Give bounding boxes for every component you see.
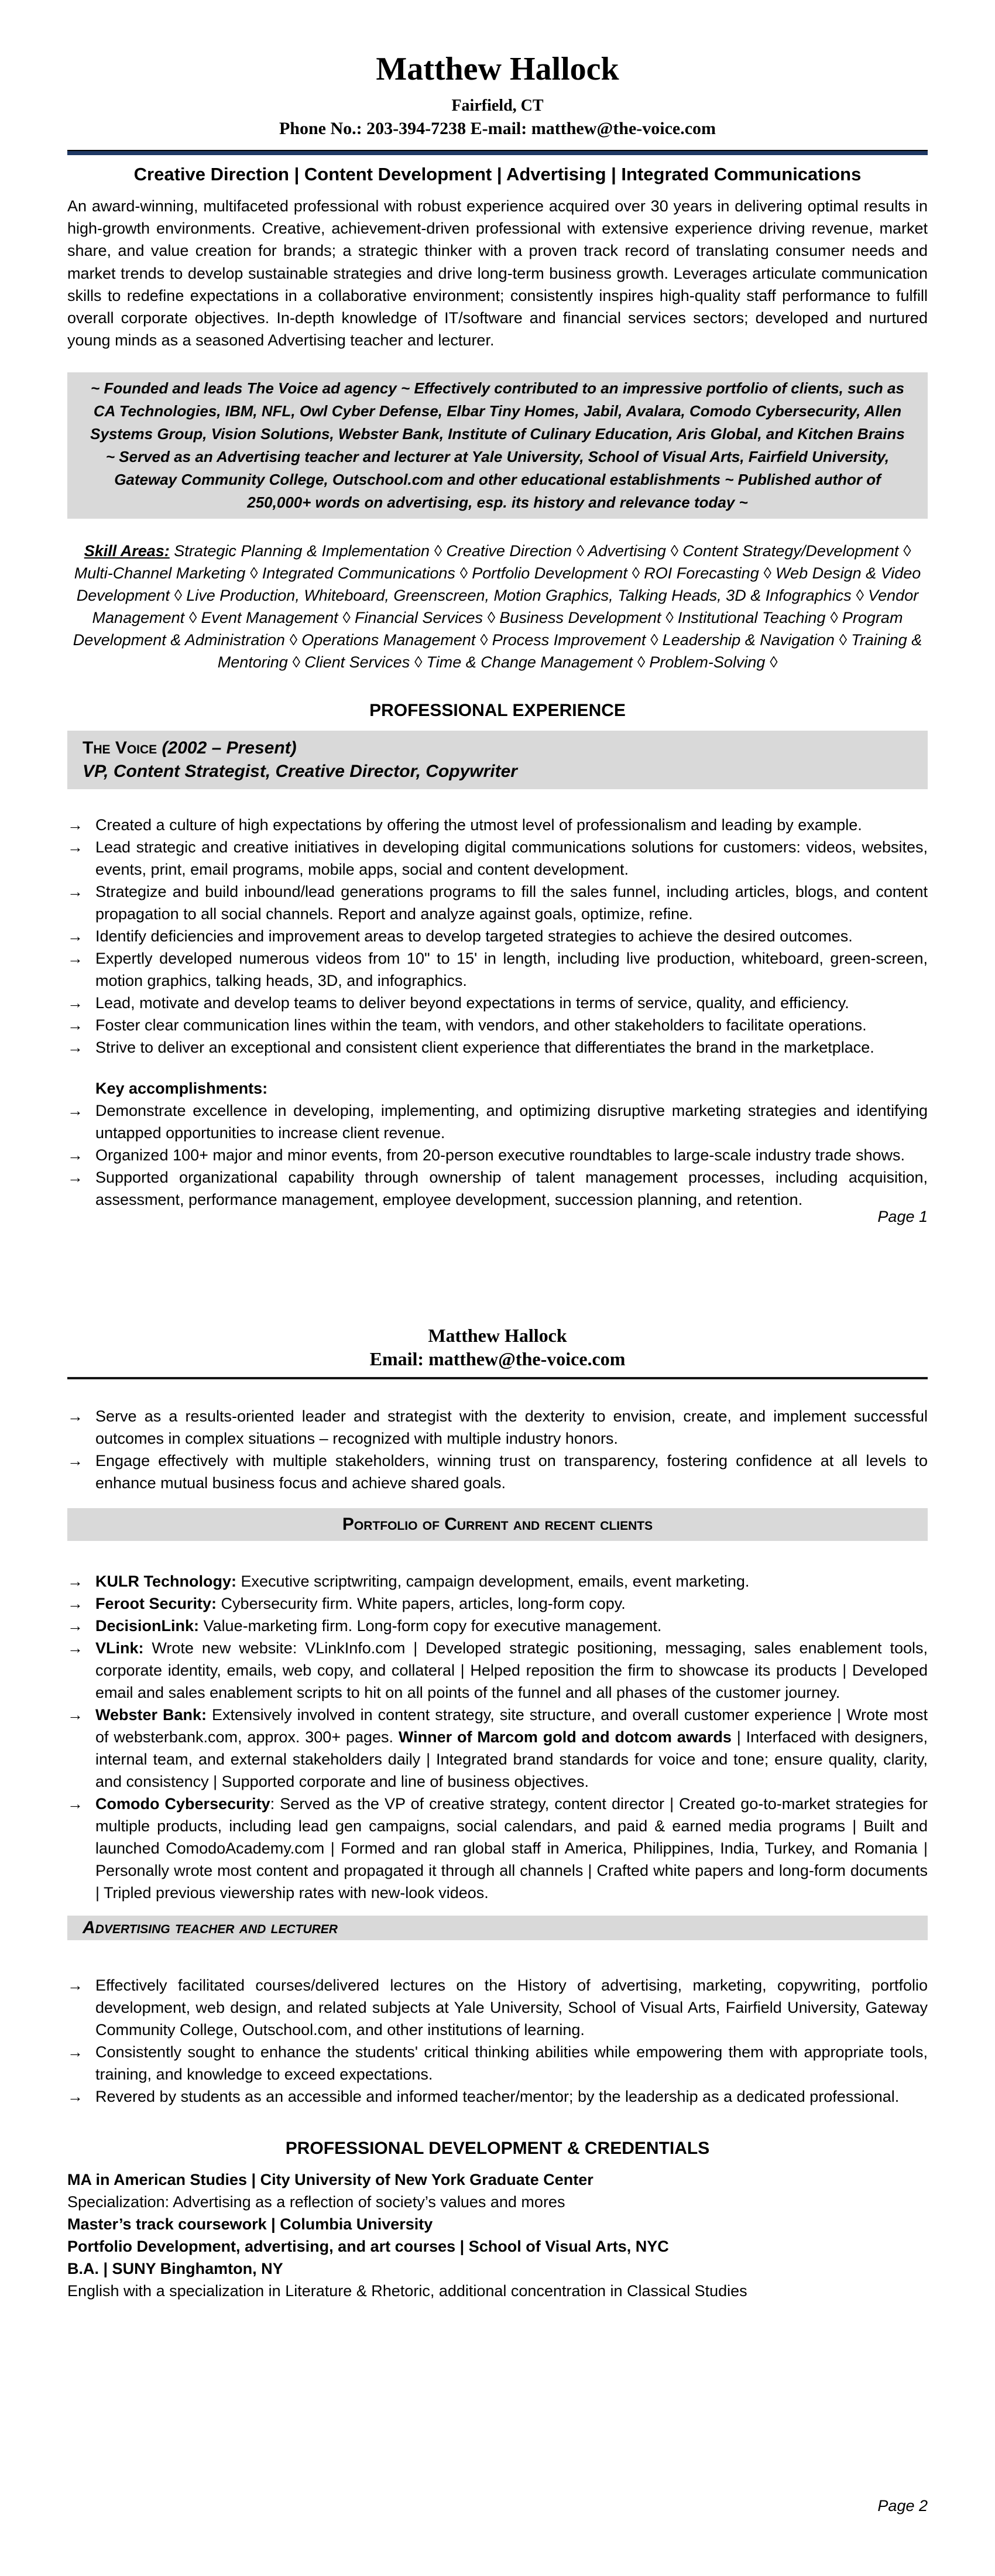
section-heading-portfolio: Portfolio of Current and recent clients (67, 1508, 928, 1541)
arrow-bullet-icon: → (67, 1452, 83, 1469)
bullet-text: Supported organizational capability through ownership of talent management processes, including acquisition, assessment, performance management, employee development, succession planning, and retention. (95, 1169, 928, 1209)
bullet-item (67, 925, 928, 947)
bullet-item (67, 1166, 928, 1211)
experience-bullet-list (67, 814, 928, 1059)
bullet-item (67, 1570, 928, 1592)
client-bullet-list (67, 1570, 928, 1904)
candidate-location: Fairfield, CT (451, 97, 544, 115)
skill-areas-list: Strategic Planning & Implementation ◊ Creative Direction ◊ Advertising ◊ Content Strategy/Development ◊ Multi-Channel Marketing ◊ Integrated Communications ◊ Portfolio Development ◊ ROI Forecasting ◊ Web Design & Video Development ◊ Live Production, Whiteboard, Greenscreen, Motion Graphics, Talking Heads, 3D & Infographics ◊ Vendor Management ◊ Event Management ◊ Financial Services ◊ Business Development ◊ Institutional Teaching ◊ Program Development & Administration ◊ Operations Management ◊ Process Improvement ◊ Leadership & Navigation ◊ Training & Mentoring ◊ Client Services ◊ Time & Change Management ◊ Problem-Solving ◊ (73, 542, 922, 672)
arrow-bullet-icon: → (67, 1706, 83, 1724)
email-line: Email: matthew@the-voice.com (369, 1348, 626, 1369)
employer-bar (67, 731, 928, 789)
summary-paragraph: An award-winning, multifaceted professional with robust experience acquired over 30 years in delivering optimal results in high-growth environments. Creative, achievement-driven professional with extensive experience driving revenue, market share, and value creation for brands; a strategic thinker with a proven track record of translating consumer needs and market trends to develop sustainable strategies and drive long-term business growth. Leverages articulate communication skills to redefine expectations in a collaborative environment; consistently inspires high-quality staff performance to fulfill overall corporate objectives. In-depth knowledge of IT/software and financial services sectors; developed and nurtured young minds as a seasoned Advertising teacher and lecturer. (67, 197, 928, 350)
arrow-bullet-icon: → (67, 838, 83, 857)
arrow-bullet-icon: → (67, 1617, 83, 1635)
bullet-text: Demonstrate excellence in developing, implementing, and optimizing disruptive marketing strategies and identifying untapped opportunities to increase client revenue. (95, 1102, 928, 1142)
key-accomplishments-label: Key accomplishments: (95, 1080, 268, 1098)
section-heading-credentials: PROFESSIONAL DEVELOPMENT & CREDENTIALS (285, 2139, 710, 2158)
bullet-item (67, 1099, 928, 1144)
section-heading-experience: PROFESSIONAL EXPERIENCE (369, 701, 626, 721)
bullet-text: Lead strategic and creative initiatives in developing digital communications solutions for customers: videos, websites, events, print, email programs, mobile apps, social and content development. (95, 838, 928, 879)
bullet-item (67, 814, 928, 836)
key-accomplishments-list (67, 1099, 928, 1211)
arrow-bullet-icon: → (67, 1407, 83, 1425)
bullet-text: Strategize and build inbound/lead generations programs to fill the sales funnel, including articles, blogs, and content propagation to all social channels. Report and analyze against goals, optimize, refine. (95, 883, 928, 923)
credential-line: Portfolio Development, advertising, and art courses | School of Visual Arts, NYC (67, 2238, 669, 2255)
arrow-bullet-icon: → (67, 1595, 83, 1612)
arrow-bullet-icon: → (67, 950, 83, 968)
arrow-bullet-icon: → (67, 816, 83, 834)
bullet-item (67, 1637, 928, 1704)
bullet-text: Comodo Cybersecurity: Served as the VP of creative strategy, content director | Created go-to-market strategies for multiple products, including lead gen campaigns, social calendars, and paid & earned media programs | Built and launched ComodoAcademy.com | Formed and ran global staff in America, Philippines, India, Turkey, and Romania | Personally wrote most content and propagated it through all channels | Crafted white papers and long-form documents | Tripled previous viewership rates with new-look videos. (95, 1795, 928, 1902)
arrow-bullet-icon: → (67, 1016, 83, 1034)
bullet-item (67, 1974, 928, 2041)
arrow-bullet-icon: → (67, 1573, 83, 1590)
bullet-text: Consistently sought to enhance the students' critical thinking abilities while empowering them with appropriate tools, training, and knowledge to exceed expectations. (95, 2043, 928, 2083)
leadership-bullet-list (67, 1405, 928, 1494)
bullet-text: Lead, motivate and develop teams to deliver beyond expectations in terms of service, quality, and efficiency. (95, 994, 849, 1012)
arrow-bullet-icon: → (67, 883, 83, 901)
arrow-bullet-icon: → (67, 1795, 83, 1813)
bullet-item (67, 1036, 928, 1059)
skill-areas (67, 540, 928, 673)
bullet-item (67, 992, 928, 1014)
bullet-text: Strive to deliver an exceptional and consistent client experience that differentiates the brand in the marketplace. (95, 1039, 874, 1057)
arrow-bullet-icon: → (67, 1169, 83, 1187)
bullet-text: Feroot Security: Cybersecurity firm. White papers, articles, long-form copy. (95, 1595, 626, 1612)
credential-line: English with a specialization in Literature & Rhetoric, additional concentration in Classical Studies (67, 2282, 747, 2300)
bullet-item (67, 1704, 928, 1793)
credentials-list (67, 2169, 928, 2302)
arrow-bullet-icon: → (67, 1639, 83, 1657)
bullet-text: DecisionLink: Value-marketing firm. Long-form copy for executive management. (95, 1617, 662, 1635)
credential-line: MA in American Studies | City University of New York Graduate Center (67, 2171, 593, 2188)
bullet-text: Webster Bank: Extensively involved in content strategy, site structure, and overall customer experience | Wrote most of websterbank.com, approx. 300+ pages. Winner of Marcom gold and dotcom awards | Interfaced with designers, internal team, and external stakeholders daily | Integrated brand standards for voice and tone; ensure quality, clarity, and consistency | Supported corporate and line of business objectives. (95, 1706, 928, 1790)
page-number: Page 1 (877, 1208, 928, 1225)
job-title: VP, Content Strategist, Creative Director, Copywriter (83, 762, 517, 782)
bullet-item (67, 1405, 928, 1450)
bullet-item (67, 947, 928, 992)
arrow-bullet-icon: → (67, 2088, 83, 2105)
bullet-text: VLink: Wrote new website: VLinkInfo.com | Developed strategic positioning, messaging, sales enablement tools, corporate identity, emails, web copy, and collateral | Helped reposition the firm to showcase its products | Developed email and sales enablement scripts to hit on all points of the funnel and all phases of the customer journey. (95, 1639, 928, 1701)
bullet-text: Created a culture of high expectations by offering the utmost level of professionalism and leading by example. (95, 816, 862, 834)
headline-tagline: Creative Direction | Content Development | Advertising | Integrated Communications (133, 164, 862, 184)
page2-divider-rule (67, 1377, 928, 1379)
bullet-item (67, 1615, 928, 1637)
bullet-text: Foster clear communication lines within the team, with vendors, and other stakeholders to facilitate operations. (95, 1016, 867, 1034)
arrow-bullet-icon: → (67, 1039, 83, 1057)
teacher-bullet-list (67, 1974, 928, 2108)
credential-line: Master’s track coursework | Columbia University (67, 2215, 433, 2233)
arrow-bullet-icon: → (67, 2043, 83, 2061)
bullet-item (67, 1014, 928, 1036)
arrow-bullet-icon: → (67, 1146, 83, 1164)
bullet-item (67, 1793, 928, 1904)
header-divider-rule (67, 150, 928, 155)
bullet-item (67, 1592, 928, 1615)
employer-name: The Voice (83, 738, 157, 758)
bullet-text: Expertly developed numerous videos from 10" to 15' in length, including live production, whiteboard, green-screen, motion graphics, talking heads, 3D, and infographics. (95, 950, 928, 990)
bullet-item (67, 1144, 928, 1166)
bullet-text: Identify deficiencies and improvement areas to develop targeted strategies to achieve the desired outcomes. (95, 927, 853, 946)
contact-line: Phone No.: 203-394-7238 E-mail: matthew@the-voice.com (279, 119, 716, 138)
bullet-item (67, 1450, 928, 1494)
bullet-item (67, 881, 928, 925)
highlights-box: ~ Founded and leads The Voice ad agency ~ Effectively contributed to an impressive portfolio of clients, such as CA Technologies, IBM, NFL, Owl Cyber Defense, Elbar Tiny Homes, Jabil, Avalara, Comodo Cybersecurity, Allen Systems Group, Vision Solutions, Webster Bank, Institute of Culinary Education, Aris Global, and Kitchen Brains ~ Served as an Advertising teacher and lecturer at Yale University, School of Visual Arts, Fairfield University, Gateway Community College, Outschool.com and other educational establishments ~ Published author of 250,000+ words on advertising, esp. its history and relevance today ~ (67, 372, 928, 519)
candidate-name: Matthew Hallock (376, 51, 619, 87)
arrow-bullet-icon: → (67, 994, 83, 1012)
arrow-bullet-icon: → (67, 1102, 83, 1120)
section-heading-teacher: Advertising teacher and lecturer (67, 1916, 928, 1940)
bullet-text: Engage effectively with multiple stakeholders, winning trust on transparency, fostering confidence at all levels to enhance mutual business focus and achieve shared goals. (95, 1452, 928, 1492)
employment-dates: (2002 – Present) (162, 738, 297, 758)
credential-line: Specialization: Advertising as a reflection of society’s values and mores (67, 2193, 565, 2211)
candidate-name-page2: Matthew Hallock (428, 1325, 567, 1346)
resume-page-2 (0, 1288, 995, 2576)
bullet-item (67, 2041, 928, 2085)
bullet-text: Revered by students as an accessible and informed teacher/mentor; by the leadership as a dedicated professional. (95, 2088, 900, 2105)
bullet-text: KULR Technology: Executive scriptwriting, campaign development, emails, event marketing. (95, 1573, 750, 1590)
arrow-bullet-icon: → (67, 927, 83, 946)
credential-line: B.A. | SUNY Binghamton, NY (67, 2260, 283, 2277)
skill-areas-label: Skill Areas: (84, 542, 170, 560)
bullet-item (67, 2085, 928, 2108)
page-number: Page 2 (877, 2497, 928, 2515)
bullet-item (67, 836, 928, 881)
bullet-text: Serve as a results-oriented leader and strategist with the dexterity to envision, create, and implement successful outcomes in complex situations – recognized with multiple industry honors. (95, 1407, 928, 1447)
arrow-bullet-icon: → (67, 1976, 83, 1994)
bullet-text: Effectively facilitated courses/delivered lectures on the History of advertising, marketing, copywriting, portfolio development, web design, and related subjects at Yale University, School of Visual Arts, Fairfield University, Gateway Community College, Outschool.com, and other institutions of learning. (95, 1976, 928, 2039)
bullet-text: Organized 100+ major and minor events, from 20-person executive roundtables to large-scale industry trade shows. (95, 1146, 905, 1164)
